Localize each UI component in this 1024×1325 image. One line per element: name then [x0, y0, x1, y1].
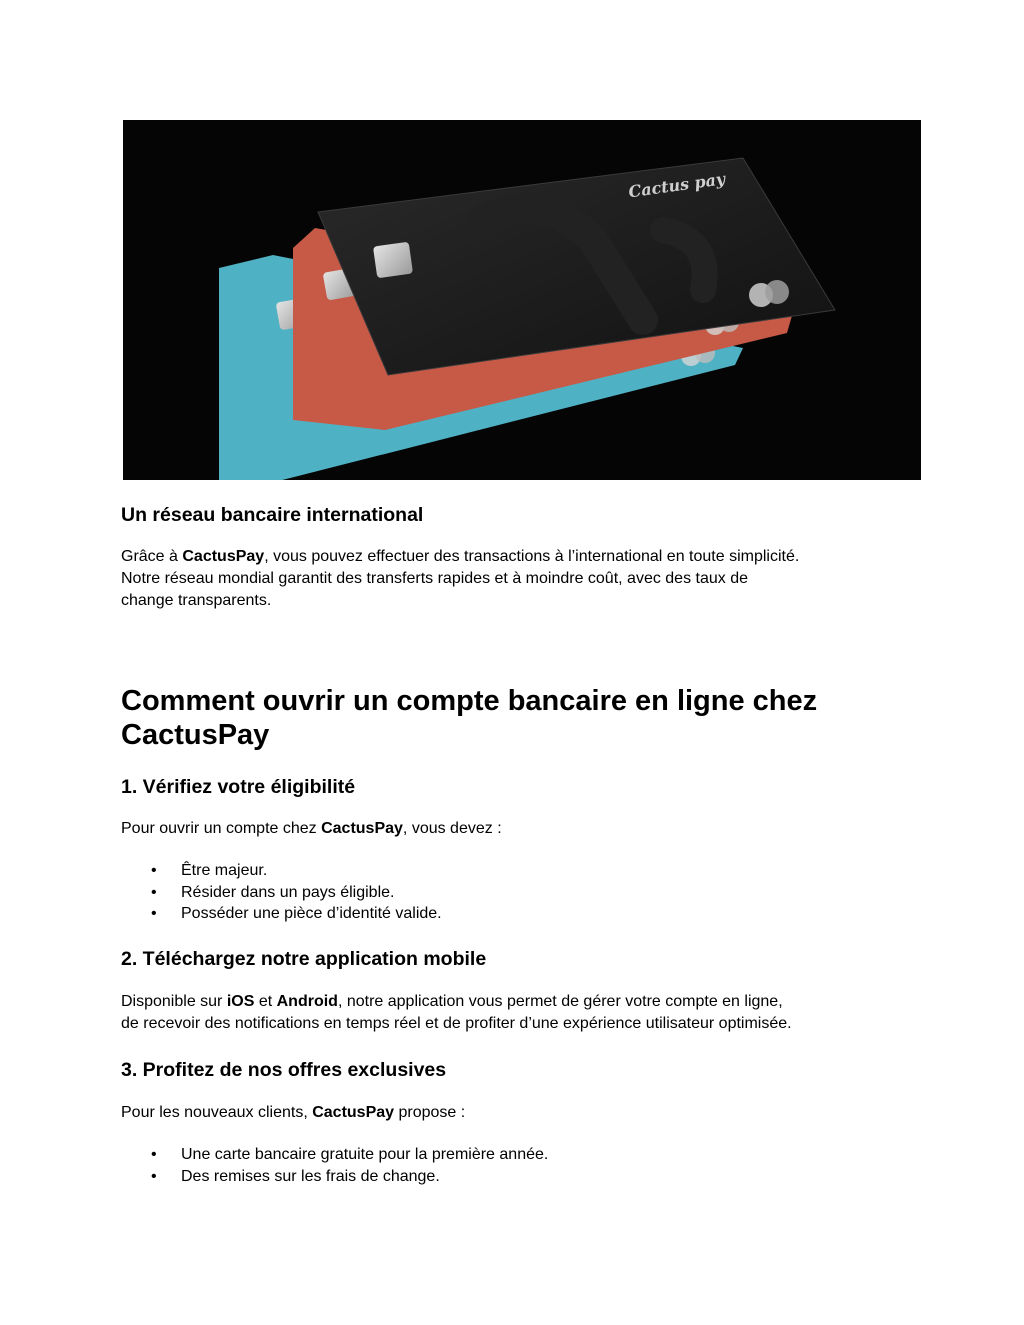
list-item: • Résider dans un pays éligible. — [121, 882, 442, 904]
hero-image — [123, 120, 921, 480]
text: Grâce à — [121, 548, 183, 565]
text: , vous devez : — [402, 820, 502, 837]
step3-paragraph — [121, 1102, 921, 1124]
black-card — [318, 158, 835, 375]
step2-paragraph — [121, 991, 921, 1035]
brand-name: CactusPay — [182, 548, 265, 565]
text: propose : — [394, 1104, 466, 1121]
step3-title: 3. Profitez de nos offres exclusives — [121, 1059, 447, 1081]
eligibility-list — [121, 860, 442, 925]
list-item: • Être majeur. — [121, 860, 442, 882]
section-title-international: Un réseau bancaire international — [121, 504, 424, 526]
ios-label: iOS — [226, 993, 255, 1010]
step2-title: 2. Téléchargez notre application mobile — [121, 948, 487, 970]
step1-paragraph — [121, 818, 921, 840]
brand-name: CactusPay — [321, 820, 403, 837]
offers-list — [121, 1144, 548, 1187]
text: Notre réseau mondial garantit des transferts rapides et à moindre coût, avec des taux de — [121, 570, 749, 587]
card-brand-text: Cactus pay — [627, 169, 727, 202]
text: de recevoir des notifications en temps réel et de profiter d’une expérience utilisateur optimisée. — [121, 1015, 792, 1032]
text: , notre application vous permet de gérer votre compte en ligne, — [337, 993, 783, 1010]
heading-line: Comment ouvrir un compte bancaire en ligne chez — [121, 685, 818, 717]
text: , vous pouvez effectuer des transactions à l’international en toute simplicité. — [264, 548, 800, 565]
text: Pour les nouveaux clients, — [121, 1104, 313, 1121]
brand-name: CactusPay — [312, 1104, 395, 1121]
text: et — [254, 993, 277, 1010]
text: change transparents. — [121, 592, 272, 609]
international-paragraph — [121, 546, 921, 612]
main-heading — [121, 684, 921, 752]
step1-title: 1. Vérifiez votre éligibilité — [121, 776, 356, 798]
heading-line: CactusPay — [121, 719, 270, 751]
list-item: • Des remises sur les frais de change. — [121, 1166, 548, 1188]
list-item: • Posséder une pièce d’identité valide. — [121, 903, 442, 925]
list-item: • Une carte bancaire gratuite pour la première année. — [121, 1144, 548, 1166]
text: Pour ouvrir un compte chez — [121, 820, 322, 837]
text: Disponible sur — [121, 993, 227, 1010]
android-label: Android — [276, 993, 338, 1010]
bank-cards-illustration — [123, 120, 921, 480]
